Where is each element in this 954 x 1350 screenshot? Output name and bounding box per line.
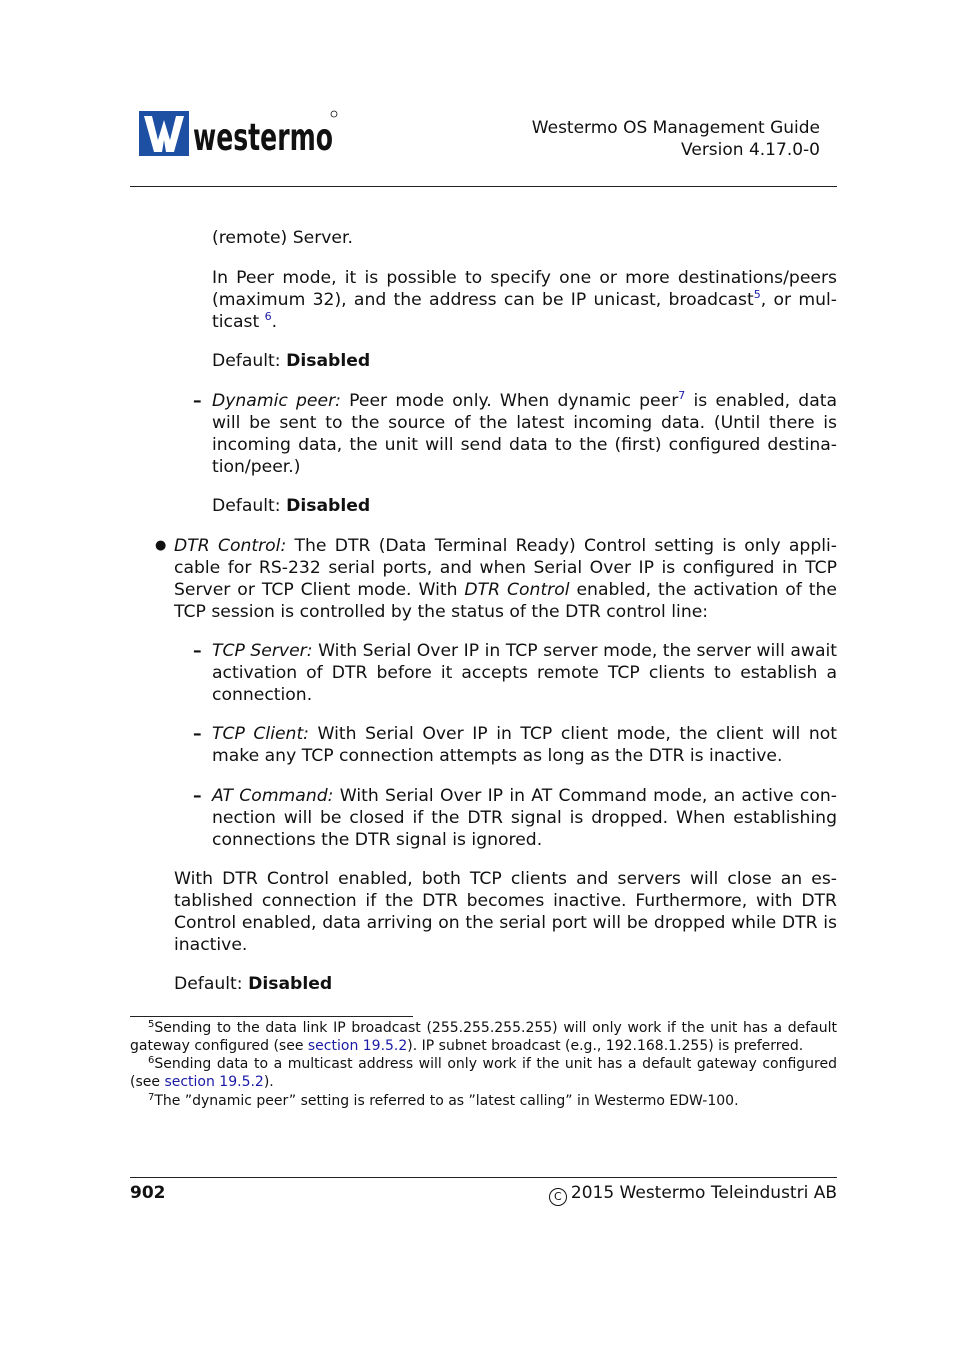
footer-rule: [130, 1177, 837, 1178]
dash-marker: –: [193, 724, 202, 744]
westermo-logo: [139, 110, 339, 158]
guide-title: Westermo OS Management Guide: [531, 118, 820, 138]
dynamic-peer-item: Dynamic peer: Peer mode only. When dynamic peer$^7$ is enabled, data will be sent to the source of the latest incoming data. (Until there is incoming data, the unit will send data to the (first) configured destina-tion/peer.): [212, 389, 838, 477]
page-number: 902: [130, 1183, 166, 1203]
dtr-summary-paragraph: With DTR Control enabled, both TCP clients and servers will close an es-tablished connection if the DTR becomes inactive. Furthermore, with DTR Control enabled, data arriving on the serial port will be dropped while DTR is inactive.: [174, 869, 837, 955]
default-dtr-control: Default: Disabled: [174, 974, 333, 994]
logo-wordmark: westermo: [193, 116, 333, 159]
section-link[interactable]: section 19.5.2: [307, 1038, 408, 1054]
copyright-icon: C: [549, 1188, 567, 1206]
footnotes: [130, 1019, 837, 1110]
guide-version: Version 4.17.0-0: [681, 140, 820, 160]
default-dynamic-peer: Default: Disabled: [212, 496, 371, 516]
section-link[interactable]: section 19.5.2: [164, 1074, 264, 1090]
tcp-server-item: TCP Server: With Serial Over IP in TCP server mode, the server will await activation of DTR before it accepts remote TCP clients to establish a connection.: [212, 641, 838, 705]
dash-marker: –: [193, 391, 202, 411]
footnote-5: $^5$Sending to the data link IP broadcast (255.255.255.255) will only work if the unit has a default gateway configured (see section 19.5.2). IP subnet broadcast (e.g., 192.168.1.255) is preferred.: [130, 1019, 837, 1054]
footnote-ref-6[interactable]: 6: [264, 310, 272, 323]
dash-marker: –: [193, 786, 202, 806]
footnote-rule: [130, 1016, 413, 1017]
copyright: [549, 1182, 837, 1206]
footnote-ref-7[interactable]: 7: [678, 389, 686, 402]
footnote-6: $^6$Sending data to a multicast address will only work if the unit has a default gateway configured (see section 19.5.2).: [130, 1055, 837, 1090]
bullet-marker: ●: [155, 538, 167, 553]
header-rule: [130, 186, 837, 187]
remote-server-text: (remote) Server.: [212, 228, 353, 248]
footnote-7: $^7$The ”dynamic peer” setting is referred to as ”latest calling” in Westermo EDW-100.: [148, 1092, 739, 1109]
tcp-client-item: TCP Client: With Serial Over IP in TCP client mode, the client will not make any TCP connection attempts as long as the DTR is inactive.: [212, 724, 837, 766]
at-command-item: AT Command: With Serial Over IP in AT Command mode, an active con-nection will be closed if the DTR signal is dropped. When establishing connections the DTR signal is ignored.: [212, 786, 837, 850]
peer-mode-paragraph: In Peer mode, it is possible to specify one or more destinations/peers (maximum 32), and the address can be IP unicast, broadcast$^5$, or mul-ticast $^6$.: [212, 268, 837, 332]
footnote-ref-5[interactable]: 5: [753, 288, 761, 301]
document-header: [532, 117, 820, 161]
copyright-text: 2015 Westermo Teleindustri AB: [570, 1183, 837, 1203]
dash-marker: –: [193, 641, 202, 661]
default-peer-mode: Default: Disabled: [212, 351, 371, 371]
dtr-control-item: DTR Control: The DTR (Data Terminal Ready) Control setting is only appli-cable for RS-232 serial ports, and when Serial Over IP is configured in TCP Server or TCP Client mode. With DTR Control enabled, the activation of the TCP session is controlled by the status of the DTR control line:: [174, 536, 837, 622]
